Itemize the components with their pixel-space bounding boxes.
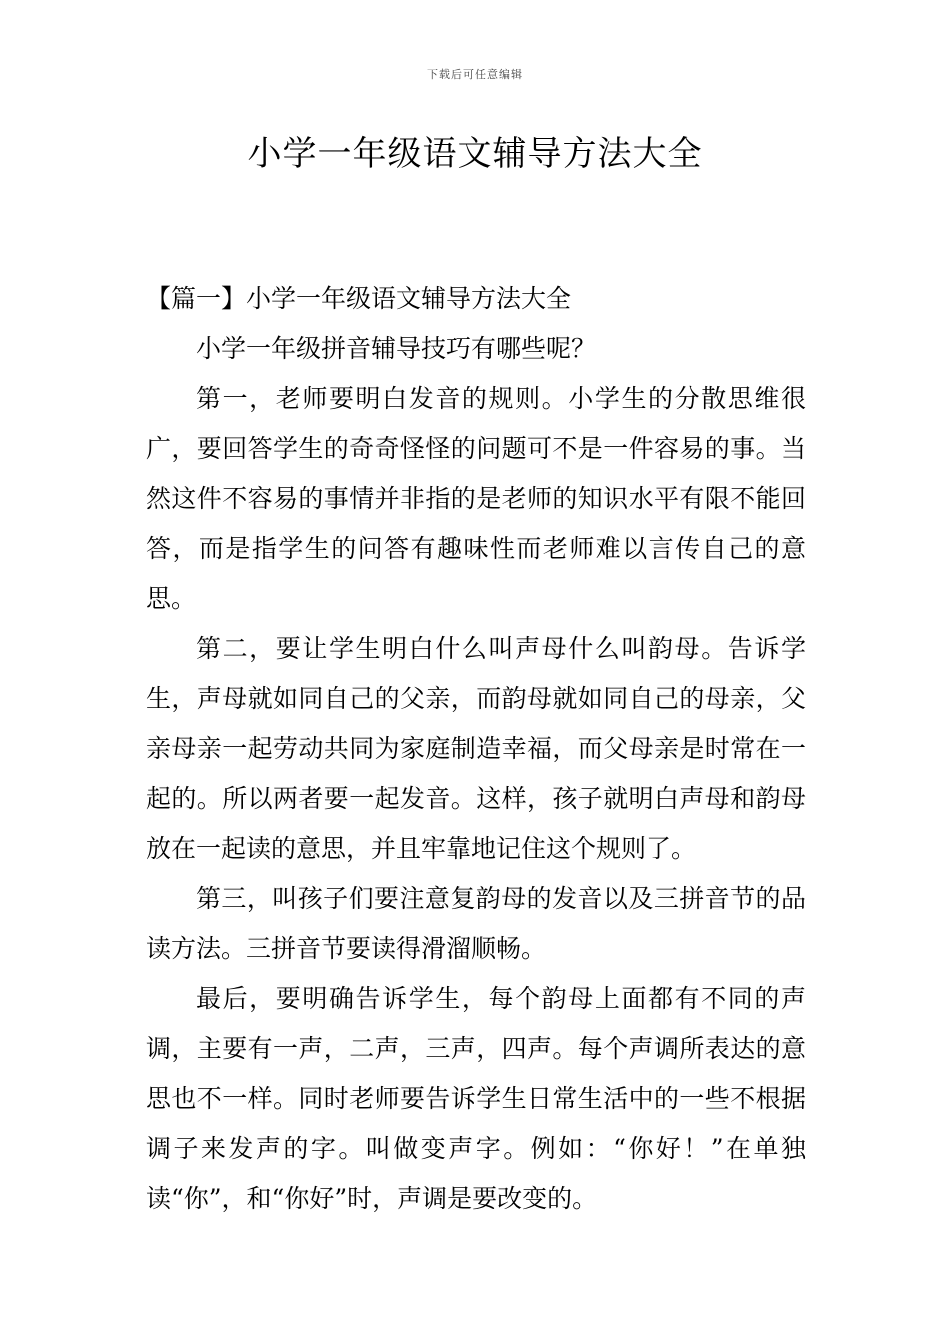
paragraph-second-point: 第二，要让学生明白什么叫声母什么叫韵母。告诉学生，声母就如同自己的父亲，而韵母就如同自己的母亲，父亲母亲一起劳动共同为家庭制造幸福，而父母亲是时常在一起的。所以两者要一起发音。这样，孩子就明白声母和韵母放在一起读的意思，并且牢靠地记住这个规则了。 — [146, 634, 806, 863]
paragraph-last-point: 最后，要明确告诉学生，每个韵母上面都有不同的声调，主要有一声，二声，三声，四声。每个声调所表达的意思也不一样。同时老师要告诉学生日常生活中的一些不根据调子来发声的字。叫做变声字。例如：“你好！”在单独读“你”，和“你好”时，声调是要改变的。 — [146, 984, 806, 1213]
paragraph-intro-question: 小学一年级拼音辅导技巧有哪些呢？ — [196, 334, 597, 363]
section-heading: 【篇一】小学一年级语文辅导方法大全 — [146, 284, 572, 313]
header-note: 下载后可任意编辑 — [427, 68, 523, 81]
document-title: 小学一年级语文辅导方法大全 — [247, 134, 703, 174]
paragraph-first-point: 第一，老师要明白发音的规则。小学生的分散思维很广，要回答学生的奇奇怪怪的问题可不是一件容易的事。当然这件不容易的事情并非指的是老师的知识水平有限不能回答，而是指学生的问答有趣味性而老师难以言传自己的意思。 — [146, 384, 806, 613]
document-body — [146, 274, 806, 1224]
paragraph-third-point: 第三，叫孩子们要注意复韵母的发音以及三拼音节的品读方法。三拼音节要读得滑溜顺畅。 — [146, 884, 806, 963]
